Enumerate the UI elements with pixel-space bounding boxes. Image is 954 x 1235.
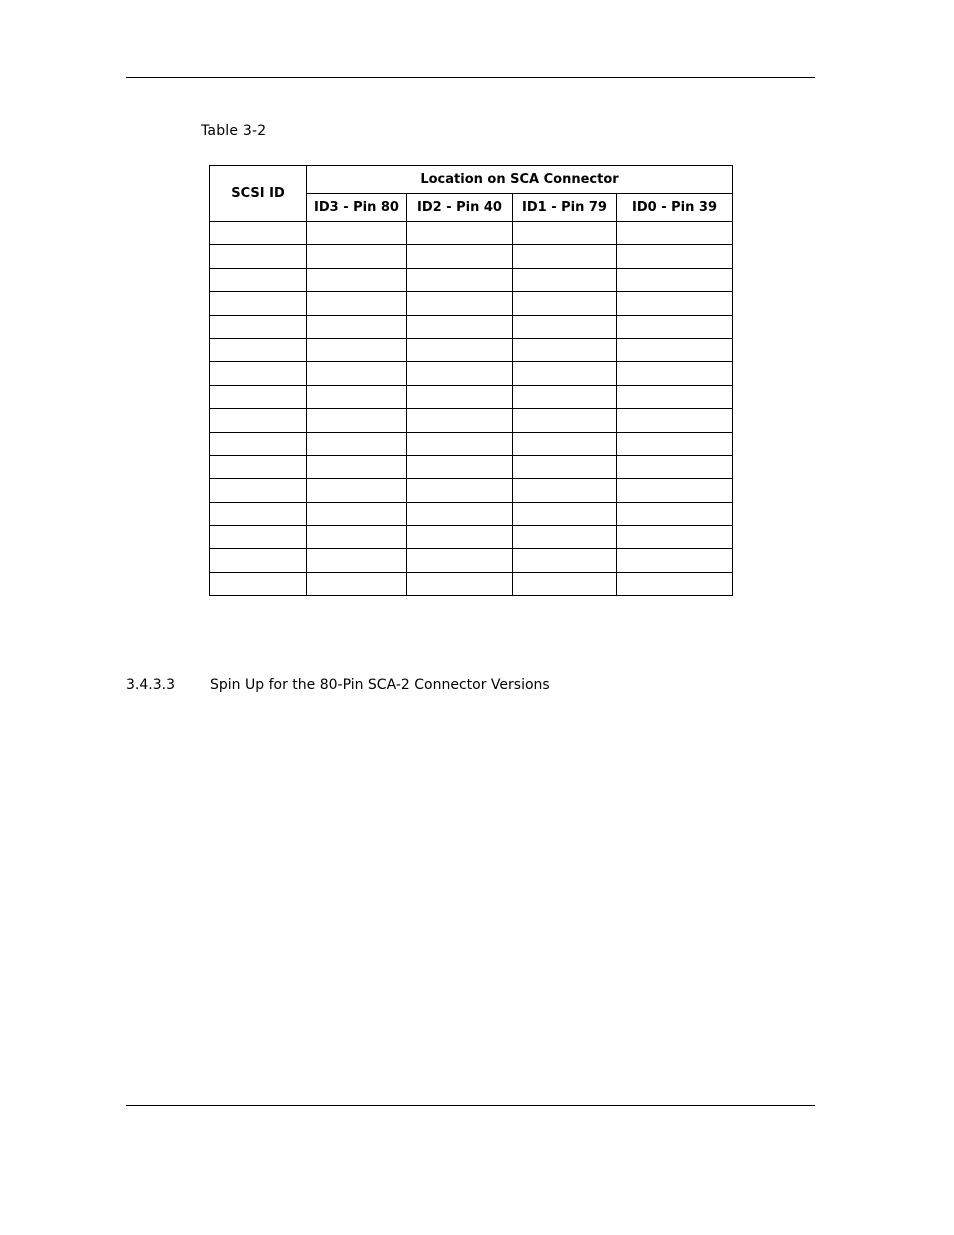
table-cell: [307, 479, 407, 502]
table-cell: [210, 502, 307, 525]
table-cell: [210, 338, 307, 361]
table-cell: [307, 502, 407, 525]
table-row: [210, 292, 733, 315]
table-cell: [307, 315, 407, 338]
table-cell: [617, 432, 733, 455]
table-cell: [407, 268, 513, 291]
table-cell: [307, 362, 407, 385]
footer-rule: [126, 1105, 815, 1106]
table-cell: [513, 245, 617, 268]
scsi-id-table: [209, 165, 733, 596]
table-cell: [513, 315, 617, 338]
table-cell: [407, 432, 513, 455]
table-cell: [210, 385, 307, 408]
table-cell: [617, 222, 733, 245]
table-cell: [513, 432, 617, 455]
table-row: [210, 268, 733, 291]
table-cell: [210, 268, 307, 291]
table-caption: Table 3-2: [201, 123, 267, 139]
table-cell: [307, 338, 407, 361]
table-row: [210, 549, 733, 572]
table-row: [210, 502, 733, 525]
table-cell: [210, 572, 307, 595]
table-cell: [307, 385, 407, 408]
table-cell: [210, 479, 307, 502]
table-row: [210, 362, 733, 385]
table-cell: [210, 222, 307, 245]
table-cell: [617, 479, 733, 502]
table-row: [210, 245, 733, 268]
table-cell: [617, 526, 733, 549]
table-cell: [407, 292, 513, 315]
header-rule: [126, 77, 815, 78]
table-cell: [407, 409, 513, 432]
table-cell: [210, 362, 307, 385]
column-header-id2: ID2 - Pin 40: [407, 194, 513, 222]
table-cell: [513, 338, 617, 361]
table-cell: [513, 222, 617, 245]
table-cell: [307, 245, 407, 268]
table-row: [210, 479, 733, 502]
table-cell: [407, 549, 513, 572]
table-cell: [513, 502, 617, 525]
column-group-header: Location on SCA Connector: [307, 166, 733, 194]
table-cell: [210, 245, 307, 268]
table-row: [210, 385, 733, 408]
table-row: [210, 432, 733, 455]
table-cell: [407, 245, 513, 268]
table-cell: [407, 455, 513, 478]
table-cell: [407, 526, 513, 549]
table-cell: [210, 315, 307, 338]
table-cell: [307, 572, 407, 595]
table-cell: [513, 409, 617, 432]
table-cell: [513, 362, 617, 385]
table-row: [210, 338, 733, 361]
column-header-id0: ID0 - Pin 39: [617, 194, 733, 222]
table-cell: [617, 315, 733, 338]
section-number: 3.4.3.3: [126, 677, 175, 693]
table-cell: [307, 526, 407, 549]
table-cell: [513, 455, 617, 478]
section-title: Spin Up for the 80-Pin SCA-2 Connector Versions: [210, 677, 550, 693]
table-cell: [617, 362, 733, 385]
table-cell: [617, 502, 733, 525]
table-cell: [407, 315, 513, 338]
table-cell: [617, 385, 733, 408]
table-cell: [210, 549, 307, 572]
table-cell: [307, 222, 407, 245]
table-row: [210, 222, 733, 245]
column-header-id3: ID3 - Pin 80: [307, 194, 407, 222]
table-cell: [307, 455, 407, 478]
table-cell: [407, 222, 513, 245]
table-cell: [307, 432, 407, 455]
table-body: [210, 222, 733, 596]
table-cell: [407, 385, 513, 408]
table-cell: [513, 572, 617, 595]
table-cell: [513, 549, 617, 572]
table-cell: [210, 292, 307, 315]
table-cell: [307, 409, 407, 432]
table-cell: [407, 502, 513, 525]
table-cell: [210, 409, 307, 432]
table-cell: [617, 245, 733, 268]
table-row: [210, 572, 733, 595]
table-row: [210, 315, 733, 338]
table-cell: [513, 526, 617, 549]
column-header-scsi-id: SCSI ID: [210, 166, 307, 222]
table-cell: [407, 479, 513, 502]
table-cell: [617, 572, 733, 595]
table-cell: [307, 549, 407, 572]
table-cell: [307, 268, 407, 291]
table-cell: [513, 292, 617, 315]
table-row: [210, 455, 733, 478]
table-cell: [513, 268, 617, 291]
table-cell: [617, 455, 733, 478]
table-cell: [513, 385, 617, 408]
table-cell: [210, 432, 307, 455]
table-cell: [210, 526, 307, 549]
table-cell: [617, 549, 733, 572]
section-heading: [126, 677, 550, 693]
column-header-id1: ID1 - Pin 79: [513, 194, 617, 222]
table-cell: [407, 572, 513, 595]
table-row: [210, 526, 733, 549]
table-cell: [407, 338, 513, 361]
table-row: [210, 409, 733, 432]
table-cell: [307, 292, 407, 315]
table-cell: [617, 409, 733, 432]
table-cell: [617, 292, 733, 315]
table-cell: [513, 479, 617, 502]
table-cell: [617, 268, 733, 291]
table-cell: [407, 362, 513, 385]
table-cell: [210, 455, 307, 478]
table-cell: [617, 338, 733, 361]
